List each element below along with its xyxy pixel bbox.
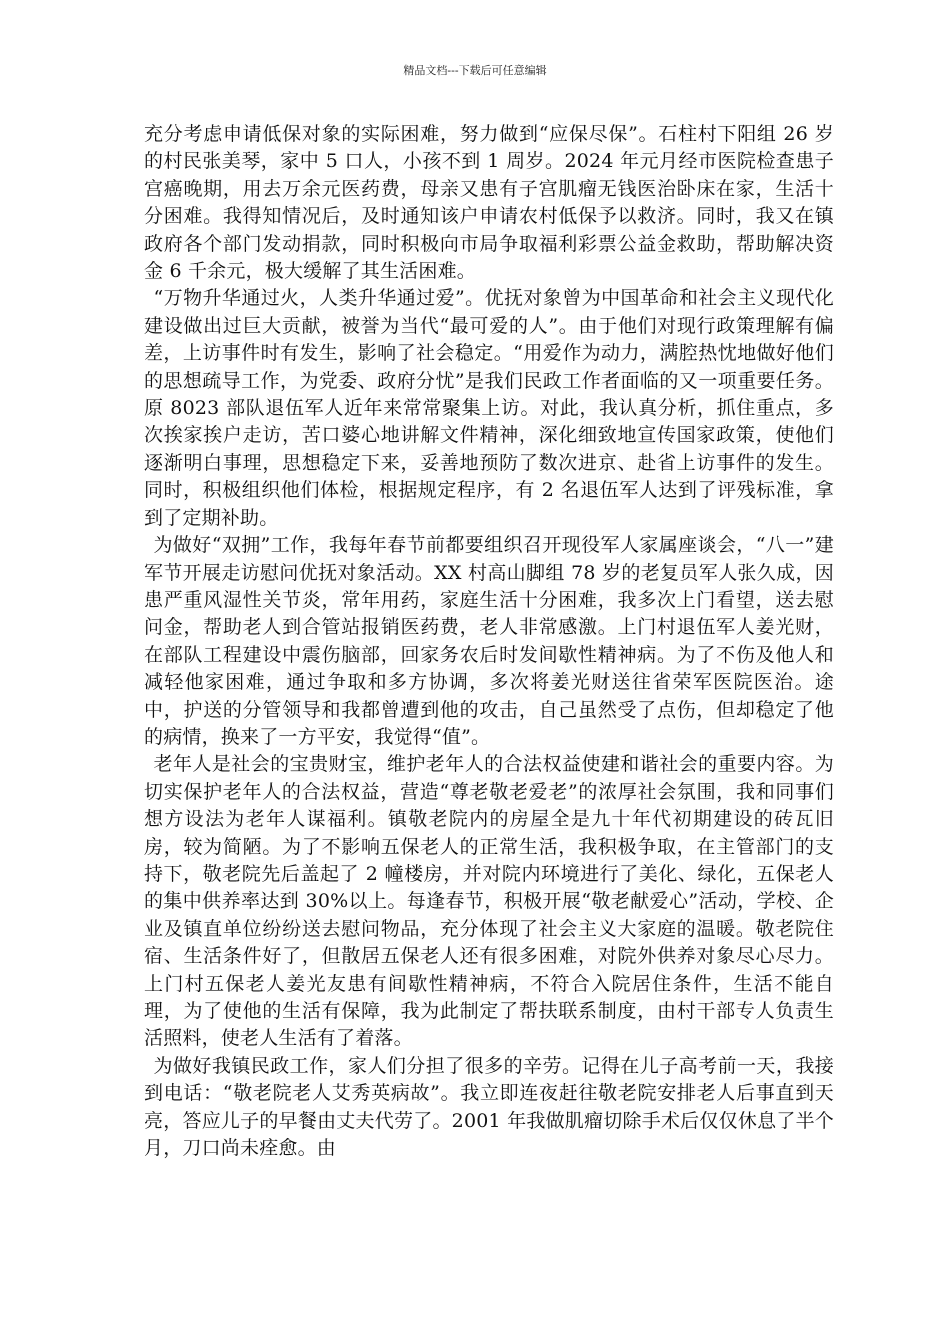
document-body <box>144 121 834 1162</box>
paragraph: 充分考虑申请低保对象的实际困难，努力做到“应保尽保”。石柱村下阳组 26 岁的村民张美琴，家中 5 口人，小孩不到 1 周岁。2024 年元月经市医院检查患子宫癌晚期，用去万余元医药费，母亲又患有子宫肌瘤无钱医治卧床在家，生活十分困难。我得知情况后，及时通知该户申请农村低保予以救济。同时，我又在镇政府各个部门发动捐款，同时积极向市局争取福利彩票公益金救助，帮助解决资金 6 千余元，极大缓解了其生活困难。 <box>144 123 834 283</box>
page-header: 精品文档---下载后可任意编辑 <box>403 64 547 77</box>
paragraph: 为做好“双拥”工作，我每年春节前都要组织召开现役军人家属座谈会，“八一”建军节开展走访慰问优抚对象活动。XX 村高山脚组 78 岁的老复员军人张久成，因患严重风湿性关节炎，常年用药，家庭生活十分困难，我多次上门看望，送去慰问金，帮助老人到合管站报销医药费，老人非常感激。上门村退伍军人姜光财，在部队工程建设中震伤脑部，回家务农后时发间歇性精神病。为了不伤及他人和减轻他家困难，通过争取和多方协调，多次将姜光财送往省荣军医院医治。途中，护送的分管领导和我都曾遭到他的攻击，自己虽然受了点伤，但却稳定了他的病情，换来了一方平安，我觉得“值”。 <box>144 534 834 748</box>
paragraph: 为做好我镇民政工作，家人们分担了很多的辛劳。记得在儿子高考前一天，我接到电话：“敬老院老人艾秀英病故”。我立即连夜赶往敬老院安排老人后事直到天亮，答应儿子的早餐由丈夫代劳了。2001 年我做肌瘤切除手术后仅仅休息了半个月，刀口尚未痊愈。由 <box>144 1054 834 1160</box>
paragraph: 老年人是社会的宝贵财宝，维护老年人的合法权益使建和谐社会的重要内容。为切实保护老年人的合法权益，营造“尊老敬老爱老”的浓厚社会氛围，我和同事们想方设法为老年人谋福利。镇敬老院内的房屋全是九十年代初期建设的砖瓦旧房，较为简陋。为了不影响五保老人的正常生活，我积极争取，在主管部门的支持下，敬老院先后盖起了 2 幢楼房，并对院内环境进行了美化、绿化，五保老人的集中供养率达到 30%以上。每逢春节，积极开展“敬老献爱心”活动，学校、企业及镇直单位纷纷送去慰问物品，充分体现了社会主义大家庭的温暖。敬老院住宿、生活条件好了，但散居五保老人还有很多困难，对院外供养对象尽心尽力。上门村五保老人姜光友患有间歇性精神病，不符合入院居住条件，生活不能自理，为了使他的生活有保障，我为此制定了帮扶联系制度，由村干部专人负责生活照料，使老人生活有了着落。 <box>144 753 834 1050</box>
paragraph: “万物升华通过火，人类升华通过爱”。优抚对象曾为中国革命和社会主义现代化建设做出过巨大贡献，被誉为当代“最可爱的人”。由于他们对现行政策理解有偏差，上访事件时有发生，影响了社会稳定。“用爱作为动力，满腔热忱地做好他们的思想疏导工作，为党委、政府分忧”是我们民政工作者面临的又一项重要任务。原 8023 部队退伍军人近年来常常聚集上访。对此，我认真分析，抓住重点，多次挨家挨户走访，苦口婆心地讲解文件精神，深化细致地宣传国家政策，使他们逐渐明白事理，思想稳定下来，妥善地预防了数次进京、赴省上访事件的发生。同时，积极组织他们体检，根据规定程序，有 2 名退伍军人达到了评残标准，拿到了定期补助。 <box>144 287 834 529</box>
